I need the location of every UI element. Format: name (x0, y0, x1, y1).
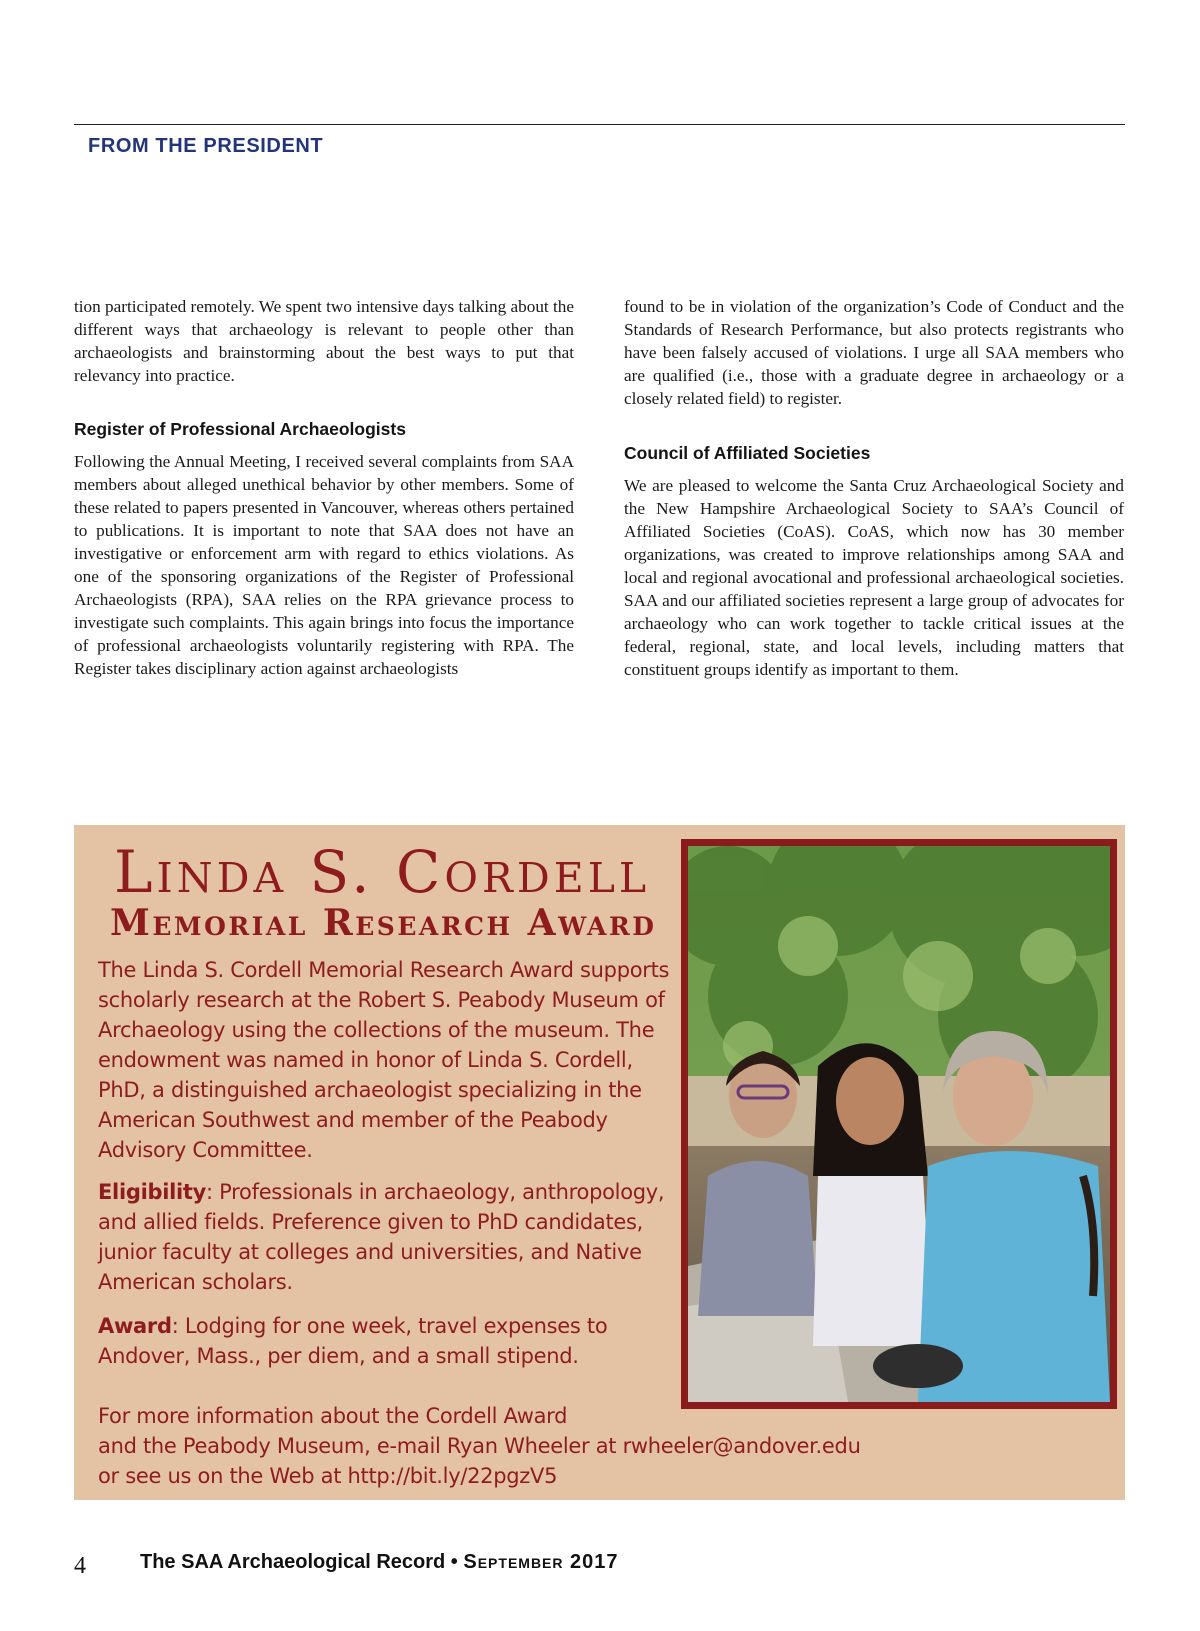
ad-title: Linda S. Cordell (114, 838, 651, 906)
eligibility-label: Eligibility (98, 1180, 207, 1204)
left-column (74, 295, 574, 680)
ad-contact-info (98, 1401, 1098, 1491)
right-column (624, 295, 1124, 681)
group-photo (688, 846, 1110, 1402)
cordell-award-ad (74, 825, 1125, 1500)
issue-date: September 2017 (463, 1551, 619, 1573)
award-label: Award (98, 1314, 172, 1338)
info-line-2: and the Peabody Museum, e-mail Ryan Wheeler at rwheeler@andover.edu (98, 1434, 861, 1458)
ad-award (98, 1311, 678, 1371)
footer-publication (140, 1551, 619, 1574)
right-paragraph-1: found to be in violation of the organization’s Code of Conduct and the Standards of Research Performance, but also protects registrants who have been falsely accused of violations. I urge all SAA members who are qualified (i.e., those with a graduate degree in archaeology or a closely related field) to register. (624, 297, 1124, 408)
photo-frame (681, 839, 1117, 1409)
info-line-1: For more information about the Cordell Award (98, 1404, 568, 1428)
ad-description: The Linda S. Cordell Memorial Research Award supports scholarly research at the Robert S. Peabody Museum of Archaeology using the collections of the museum. The endowment was named in honor of Linda S. Cordell, PhD, a distinguished archaeologist specializing in the American Southwest and member of the Peabody Advisory Committee. (98, 958, 670, 1162)
info-line-3: or see us on the Web at http://bit.ly/22pgzV5 (98, 1464, 558, 1488)
ad-subtitle: Memorial Research Award (110, 902, 657, 944)
left-paragraph-1: tion participated remotely. We spent two intensive days talking about the different ways that archaeology is relevant to people other than archaeologists and brainstorming about the best ways to put that relevancy into practice. (74, 297, 574, 385)
header-rule (74, 124, 1125, 125)
right-paragraph-2: We are pleased to welcome the Santa Cruz Archaeological Society and the New Hampshire Archaeological Society to SAA’s Council of Affiliated Societies (CoAS). CoAS, which now has 30 member organizations, was created to improve relationships among SAA and local and regional avocational and professional archaeological societies. SAA and our affiliated societies represent a large group of advocates for archaeology who can work together to tackle critical issues at the federal, regional, state, and local levels, including matters that constituent groups identify as important to them. (624, 476, 1124, 679)
left-paragraph-2: Following the Annual Meeting, I received several complaints from SAA members about alleged unethical behavior by other members. Some of these related to papers presented in Vancouver, whereas others pertained to publications. It is important to note that SAA does not have an investigative or enforcement arm with regard to ethics violations. As one of the sponsoring organizations of the Register of Professional Archaeologists (RPA), SAA relies on the RPA grievance process to investigate such complaints. This again brings into focus the importance of professional archaeologists voluntarily registering with RPA. The Register takes disciplinary action against archaeologists (74, 452, 574, 678)
ad-eligibility (98, 1177, 678, 1297)
section-label: FROM THE PRESIDENT (88, 135, 324, 157)
heading-council: Council of Affiliated Societies (624, 443, 871, 463)
award-text: : Lodging for one week, travel expenses to Andover, Mass., per diem, and a small stipend. (98, 1314, 608, 1368)
heading-register: Register of Professional Archaeologists (74, 419, 406, 439)
eligibility-text: : Professionals in archaeology, anthropology, and allied fields. Preference given to PhD candidates, junior faculty at colleges and universities, and Native American scholars. (98, 1180, 665, 1294)
publication-name: The SAA Archaeological Record • (140, 1551, 464, 1573)
page-number: 4 (74, 1553, 86, 1579)
